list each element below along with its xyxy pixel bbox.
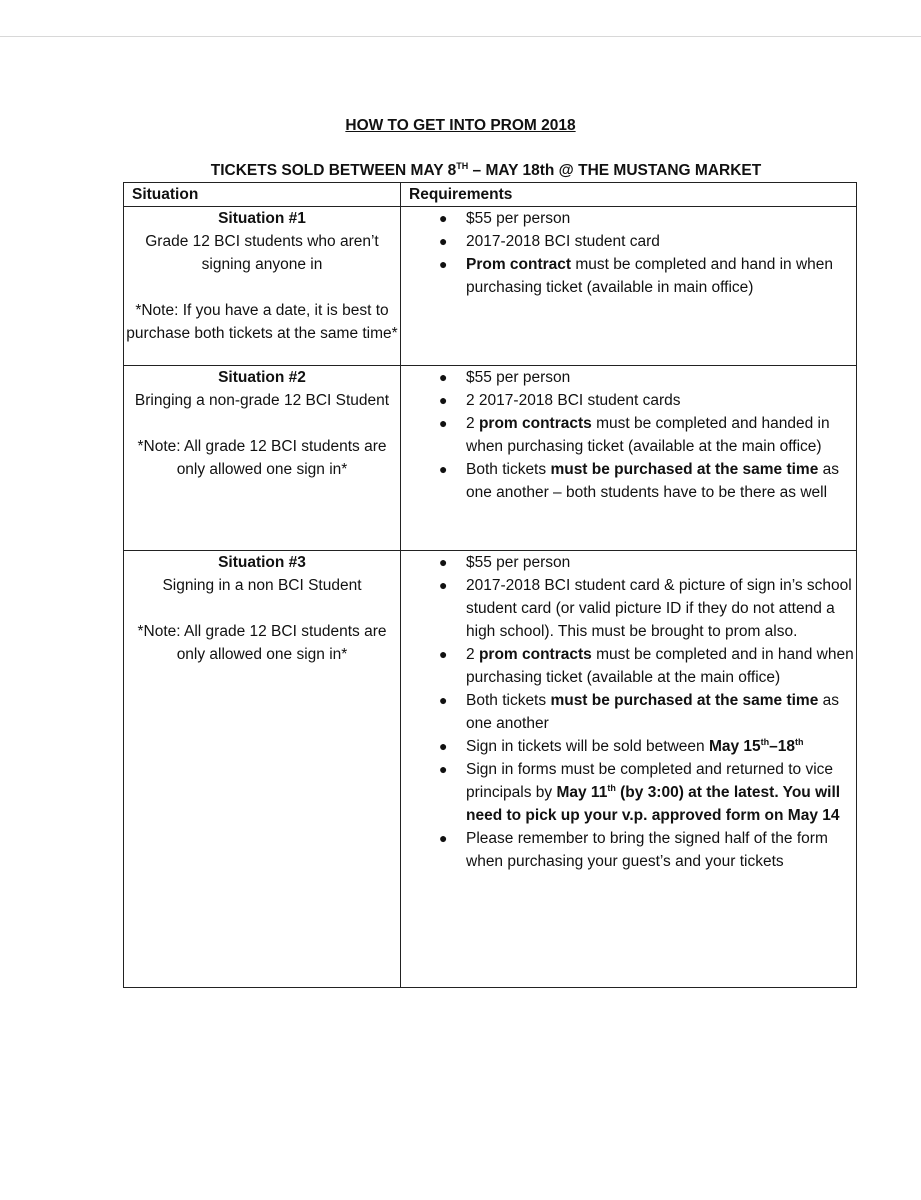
requirement-item [401, 230, 856, 253]
requirement-item [401, 758, 856, 827]
requirement-item [401, 253, 856, 299]
requirements-list [401, 551, 856, 873]
situation-cell [124, 366, 401, 551]
requirement-text: Both tickets [466, 461, 551, 478]
document-title: HOW TO GET INTO PROM 2018 [345, 117, 576, 134]
bullet-icon: ● [439, 233, 448, 249]
situation-name: Situation #2 [218, 369, 306, 386]
bullet-icon: ● [439, 830, 448, 846]
table-row [124, 366, 857, 551]
requirement-text: $55 per person [466, 554, 571, 571]
table-row [124, 551, 857, 988]
subtitle-text-end: – MAY 18th @ THE MUSTANG MARKET [468, 162, 762, 179]
situation-description: Signing in a non BCI Student [162, 577, 362, 594]
bullet-icon: ● [439, 256, 448, 272]
requirement-text: Prom contract [466, 256, 572, 273]
subtitle-superscript: TH [456, 161, 469, 171]
requirement-text: Both tickets [466, 692, 551, 709]
requirement-item [401, 643, 856, 689]
situation-note: *Note: If you have a date, it is best to purchase both tickets at the same time* [126, 302, 398, 342]
bullet-icon: ● [439, 369, 448, 385]
situation-cell [124, 207, 401, 366]
requirement-text: $55 per person [466, 369, 571, 386]
bullet-icon: ● [439, 210, 448, 226]
bullet-icon: ● [439, 461, 448, 477]
requirement-text: Sign in forms must be completed and returned to vice principals by [466, 761, 834, 801]
bullet-icon: ● [439, 738, 448, 754]
requirement-text: as one another – both students have to be there as well [466, 461, 840, 501]
requirement-item [401, 412, 856, 458]
requirements-cell [401, 366, 857, 551]
table-header-row [124, 183, 857, 207]
requirement-item [401, 207, 856, 230]
requirement-text: prom contracts [478, 646, 592, 663]
requirement-text: Sign in tickets will be sold between [466, 738, 709, 755]
requirement-item [401, 389, 856, 412]
subtitle-text-start: TICKETS SOLD BETWEEN MAY 8 [210, 162, 457, 179]
requirement-item [401, 689, 856, 735]
requirement-item [401, 366, 856, 389]
requirement-text: must be completed and in hand when purchasing ticket (available at the main office) [466, 646, 854, 686]
requirement-item [401, 735, 856, 758]
situation-description: Grade 12 BCI students who aren’t signing anyone in [145, 233, 379, 273]
requirement-text: –18 [769, 738, 796, 755]
situation-cell [124, 551, 401, 988]
requirement-text: May 11 [556, 784, 608, 801]
table-row [124, 207, 857, 366]
requirement-text: prom contracts [478, 415, 592, 432]
requirements-list [401, 207, 856, 299]
requirement-text: $55 per person [466, 210, 571, 227]
requirement-text: 2017-2018 BCI student card [466, 233, 660, 250]
requirement-text: must be purchased at the same time [550, 461, 819, 478]
bullet-icon: ● [439, 646, 448, 662]
bullet-icon: ● [439, 577, 448, 593]
requirement-item [401, 458, 856, 504]
requirement-item [401, 551, 856, 574]
requirements-table [123, 182, 857, 988]
header-situation: Situation [124, 183, 401, 207]
situation-note: *Note: All grade 12 BCI students are only allowed one sign in* [137, 623, 387, 663]
requirement-text: 2 2017-2018 BCI student cards [466, 392, 681, 409]
requirements-cell [401, 551, 857, 988]
situation-note: *Note: All grade 12 BCI students are only allowed one sign in* [137, 438, 387, 478]
requirement-text: 2 [466, 646, 479, 663]
requirement-text: th [760, 737, 770, 747]
requirement-item [401, 827, 856, 873]
requirement-text: May 15 [708, 738, 761, 755]
requirement-text: Please remember to bring the signed half of the form when purchasing your guest’s and your tickets [466, 830, 828, 870]
bullet-icon: ● [439, 692, 448, 708]
situation-name: Situation #3 [218, 554, 306, 571]
requirement-text: as one another [466, 692, 840, 732]
bullet-icon: ● [439, 392, 448, 408]
requirement-item [401, 574, 856, 643]
requirement-text: th [795, 737, 804, 747]
requirement-text: (by 3:00) at the latest. You will need to pick up your v.p. approved form on May 14 [466, 784, 841, 824]
requirement-text: 2017-2018 BCI student card & picture of sign in’s school student card (or valid picture ID if they do not attend a high school). This must be brought to prom also. [466, 577, 852, 640]
requirement-text: must be completed and hand in when purchasing ticket (available in main office) [466, 256, 834, 296]
scan-edge-line [0, 36, 921, 37]
document-subtitle [0, 162, 921, 180]
requirement-text: 2 [466, 415, 479, 432]
bullet-icon: ● [439, 554, 448, 570]
bullet-icon: ● [439, 761, 448, 777]
situation-description: Bringing a non-grade 12 BCI Student [134, 392, 390, 409]
bullet-icon: ● [439, 415, 448, 431]
requirement-text: must be completed and handed in when purchasing ticket (available at the main office) [466, 415, 830, 455]
header-requirements: Requirements [401, 183, 857, 207]
requirement-text: must be purchased at the same time [550, 692, 819, 709]
requirements-cell [401, 207, 857, 366]
requirement-text: th [607, 783, 616, 793]
situation-name: Situation #1 [218, 210, 306, 227]
requirements-list [401, 366, 856, 504]
